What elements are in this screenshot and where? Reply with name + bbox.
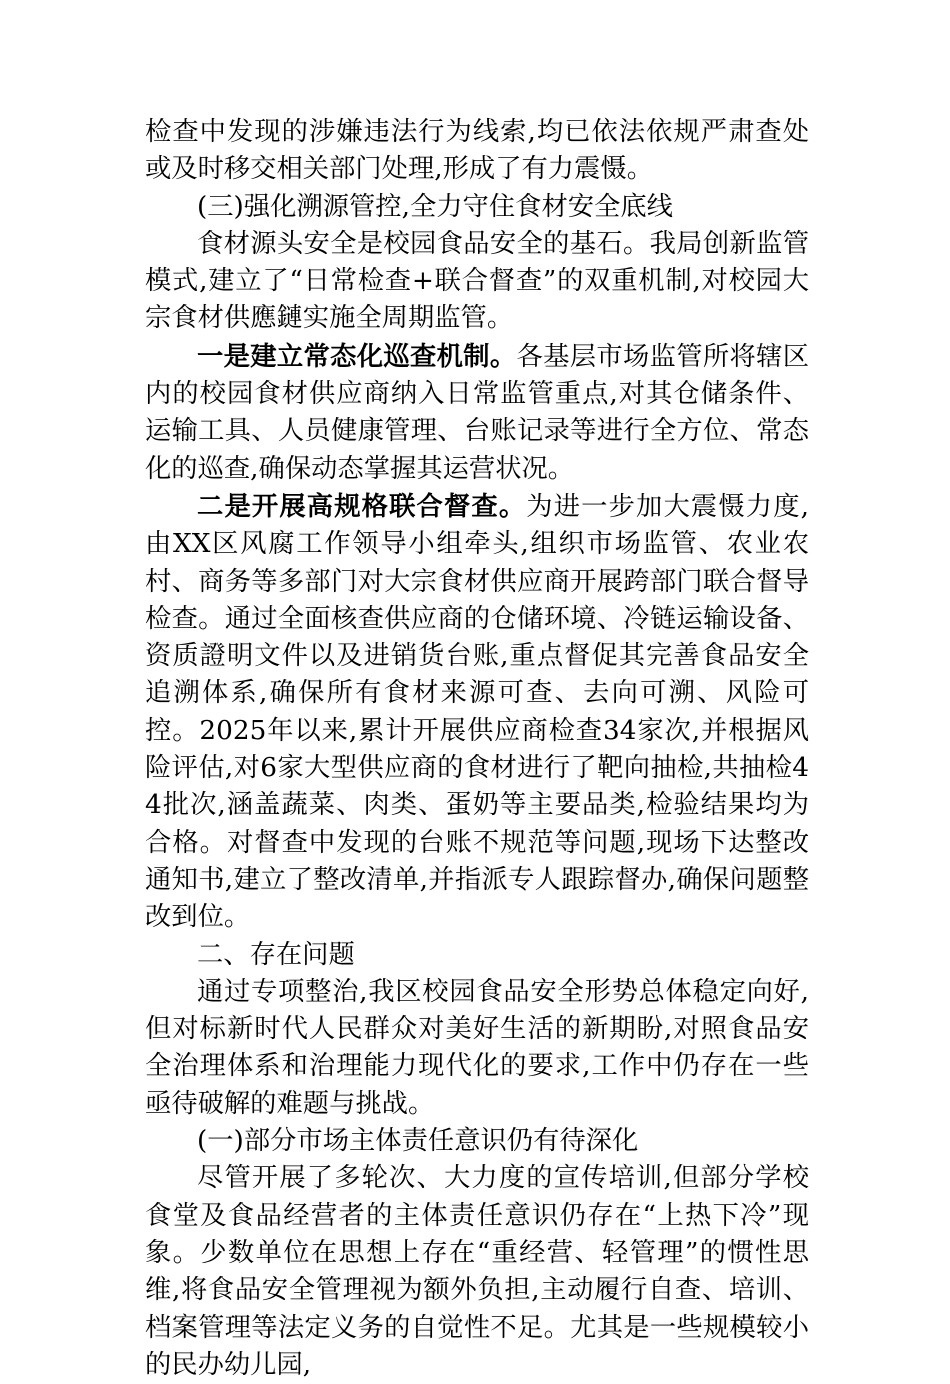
paragraph-source-safety bbox=[145, 226, 809, 338]
section-heading-responsibility bbox=[145, 1123, 809, 1160]
section-heading-existing-problems bbox=[145, 937, 809, 974]
paragraph-routine-inspection bbox=[145, 338, 809, 488]
paragraph-text: 各基层市场监管所将辖区内的校园食材供应商纳入日常监管重点,对其仓储条件、运输工具、人员健康管理、台账记录等进行全方位、常态化的巡查,确保动态掌握其运营状况。 bbox=[145, 341, 810, 484]
heading-text: (三)强化溯源管控,全力守住食材安全底线 bbox=[197, 191, 673, 222]
bold-lead-text: 二是开展高规格联合督查。 bbox=[197, 490, 527, 522]
paragraph-text: 为进一步加大震慑力度,由XX区风腐工作领导小组牵头,组织市场监管、农业农村、商务等多部门对大宗食材供应商开展跨部门联合督导检查。通过全面核查供应商的仓储环境、冷链运输设备、资质證明文件以及进销货台账,重点督促其完善食品安全追溯体系,确保所有食材来源可查、去向可溯、风险可控。2025年以来,累计开展供应商检查34家次,并根据风险评估,对6家大型供应商的食材进行了靶向抽检,共抽检44批次,涵盖蔬菜、肉类、蛋奶等主要品类,检验结果均为合格。对督查中发现的台账不规范等问题,现场下达整改通知书,建立了整改清单,并指派专人跟踪督办,确保问题整改到位。 bbox=[145, 491, 810, 933]
heading-text: (一)部分市场主体责任意识仍有待深化 bbox=[197, 1126, 639, 1157]
paragraph-text: 食材源头安全是校园食品安全的基石。我局创新监管模式,建立了“日常检查+联合督查”的双重机制,对校园大宗食材供應鏈实施全周期监管。 bbox=[145, 228, 809, 334]
paragraph-joint-supervision bbox=[145, 488, 809, 937]
paragraph-text: 检查中发现的涉嫌违法行为线索,均已依法依规严肃查处或及时移交相关部门处理,形成了有力震慑。 bbox=[145, 117, 809, 185]
paragraph-responsibility-awareness bbox=[145, 1160, 809, 1384]
document-page bbox=[145, 114, 809, 1384]
paragraph-text: 尽管开展了多轮次、大力度的宣传培训,但部分学校食堂及食品经营者的主体责任意识仍存在“上热下冷”现象。少数单位在思想上存在“重经营、轻管理”的惯性思维,将食品安全管理视为额外负担,主动履行自查、培训、档案管理等法定义务的自觉性不足。尤其是一些规模较小的民办幼儿园, bbox=[145, 1163, 809, 1380]
paragraph-text: 通过专项整治,我区校园食品安全形势总体稳定向好,但对标新时代人民群众对美好生活的新期盼,对照食品安全治理体系和治理能力现代化的要求,工作中仍存在一些亟待破解的难题与挑战。 bbox=[145, 976, 809, 1119]
heading-text: 二、存在问题 bbox=[197, 939, 355, 970]
paragraph-violation-handling bbox=[145, 114, 809, 189]
bold-lead-text: 一是建立常态化巡查机制。 bbox=[197, 340, 517, 372]
section-heading-traceability bbox=[145, 189, 809, 226]
paragraph-problem-overview bbox=[145, 974, 809, 1123]
